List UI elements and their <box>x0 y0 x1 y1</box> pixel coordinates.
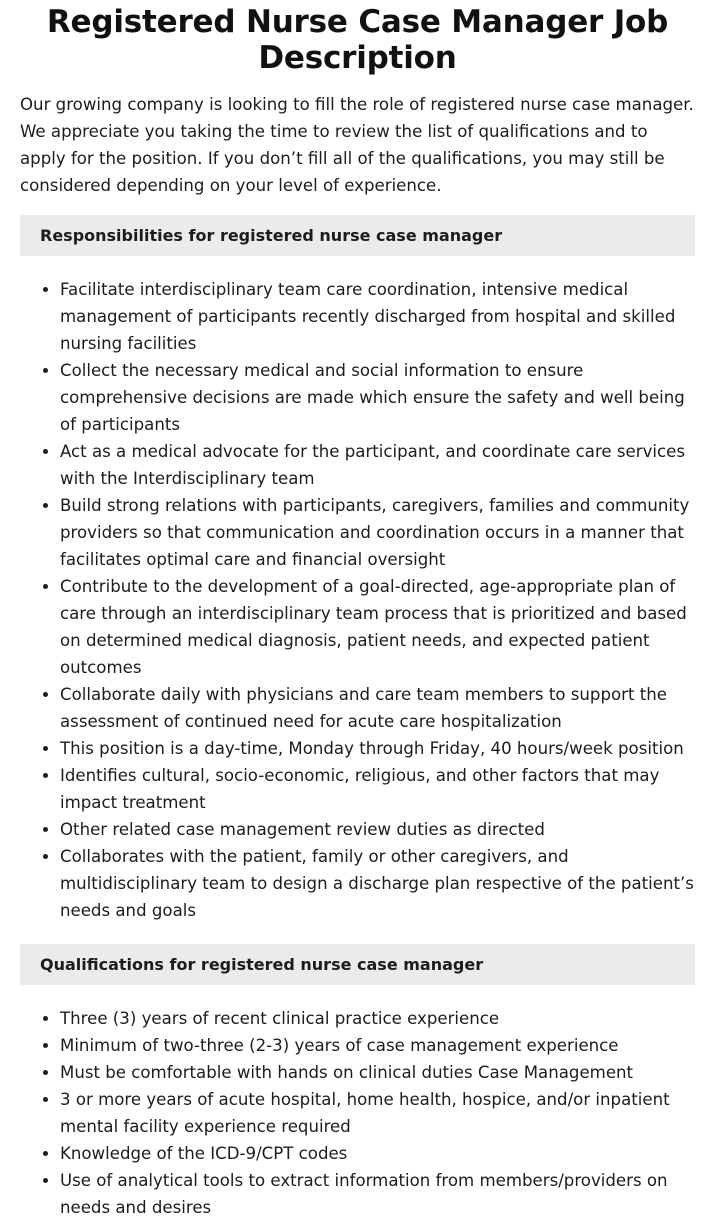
responsibilities-heading: Responsibilities for registered nurse case manager <box>20 215 695 256</box>
list-item: • Collaborate daily with physicians and care team members to support the assessment of continued need for acute care hospitalization <box>60 681 695 735</box>
list-item: • Facilitate interdisciplinary team care coordination, intensive medical management of participants recently discharged from hospital and skilled nursing facilities <box>60 276 695 357</box>
list-item: • Contribute to the development of a goal-directed, age-appropriate plan of care through an interdisciplinary team process that is prioritized and based on determined medical diagnosis, patient needs, and expected patient outcomes <box>60 573 695 681</box>
list-item: • Collect the necessary medical and social information to ensure comprehensive decisions are made which ensure the safety and well being of participants <box>60 357 695 438</box>
list-item: • Other related case management review duties as directed <box>60 816 695 843</box>
list-item: • Build strong relations with participants, caregivers, families and community providers so that communication and coordination occurs in a manner that facilitates optimal care and financial oversight <box>60 492 695 573</box>
list-item: • Three (3) years of recent clinical practice experience <box>60 1005 695 1032</box>
qualifications-list <box>20 1005 695 1221</box>
page-title: Registered Nurse Case Manager Job Description <box>46 4 669 76</box>
list-item: • Identifies cultural, socio-economic, religious, and other factors that may impact treatment <box>60 762 695 816</box>
list-item: • Act as a medical advocate for the participant, and coordinate care services with the Interdisciplinary team <box>60 438 695 492</box>
list-item: • Use of analytical tools to extract information from members/providers on needs and desires <box>60 1167 695 1221</box>
list-item: • This position is a day-time, Monday through Friday, 40 hours/week position <box>60 735 695 762</box>
list-item: • Knowledge of the ICD-9/CPT codes <box>60 1140 695 1167</box>
list-item: • Must be comfortable with hands on clinical duties Case Management <box>60 1059 695 1086</box>
list-item: • Collaborates with the patient, family or other caregivers, and multidisciplinary team to design a discharge plan respective of the patient’s needs and goals <box>60 843 695 924</box>
responsibilities-list <box>20 276 695 924</box>
list-item: • 3 or more years of acute hospital, home health, hospice, and/or inpatient mental facility experience required <box>60 1086 695 1140</box>
list-item: • Minimum of two-three (2-3) years of case management experience <box>60 1032 695 1059</box>
intro-paragraph: Our growing company is looking to fill the role of registered nurse case manager. We appreciate you taking the time to review the list of qualifications and to apply for the position. If you don’t fill all of the qualifications, you may still be considered depending on your level of experience. <box>20 95 694 195</box>
qualifications-heading: Qualifications for registered nurse case manager <box>20 944 695 985</box>
